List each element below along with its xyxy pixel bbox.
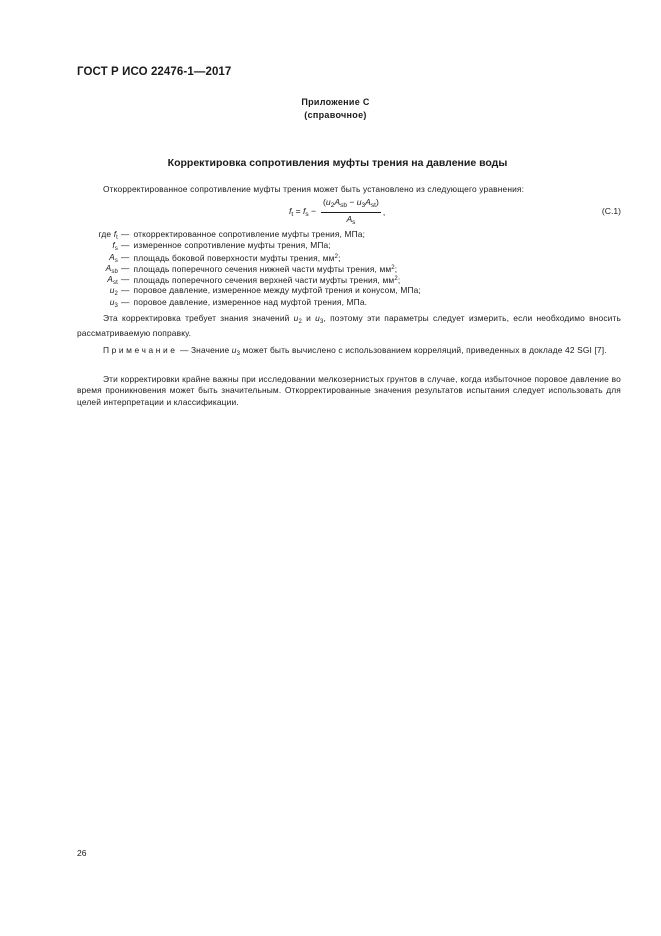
standard-code-header: ГОСТ Р ИСО 22476-1—2017 <box>77 66 232 78</box>
definition-item: $A_{st}$ — площадь поперечного сечения верхней части муфты трения, $мм^2$; <box>107 274 401 287</box>
section-title: Корректировка сопротивления муфты трения на давление воды <box>167 157 508 169</box>
annex-title: Приложение С <box>301 97 370 107</box>
page-number: 26 <box>77 848 87 858</box>
definitions-list <box>77 229 421 308</box>
equation-c1 <box>77 198 621 228</box>
formula-lhs: $f_t = f_s$ − <box>289 206 317 218</box>
note-paragraph: Примечание — Значение $u_3$ может быть вычислено с использованием корреляций, приведенных в докладе 42 SGI [7]. <box>103 345 607 357</box>
definition-item: $A_{sb}$ — площадь поперечного сечения нижней части муфты трения, $мм^2$; <box>105 262 398 275</box>
annex-type: (справочное) <box>304 110 367 120</box>
formula-numerator: $(u_2A_{sb} - u_3A_{st})$ <box>321 197 381 213</box>
equation-number: (С.1) <box>601 206 621 216</box>
formula-fraction <box>321 197 381 228</box>
definition-item: $f_s$ — измеренное сопротивление муфты трения, МПа; <box>112 240 331 253</box>
note-label: Примечание <box>103 345 178 355</box>
definition-item: $A_s$ — площадь боковой поверхности муфты трения, $мм^2$; <box>109 251 341 264</box>
paragraph-correction-requirements: Эта корректировка требует знания значений $u_2$ и $u_3$, поэтому эти параметры следует измерить, если необходимо вносить рассматриваемую поправку. <box>77 313 621 339</box>
paragraph-importance: Эти корректировки крайне важны при исследовании мелкозернистых грунтов в случае, когда избыточное поровое давление во время проникновения может быть значительным. Откорректированные значения результатов испытания следует использовать для целей интерпретации и классификации. <box>77 374 621 407</box>
definition-item: $u_2$ — поровое давление, измеренное между муфтой трения и конусом, МПа; <box>109 285 421 298</box>
annex-heading <box>0 96 661 122</box>
intro-paragraph: Откорректированное сопротивление муфты трения может быть установлено из следующего уравнения: <box>103 184 525 194</box>
formula-denominator: $A_s$ <box>346 213 356 226</box>
formula: $f_t = f_s$ − $\frac{(u_2A_{sb} - u_3A_{st})}{A_s}$ , <box>289 196 386 226</box>
definition-item: $u_3$ — поровое давление, измеренное над муфтой трения, МПа. <box>109 296 368 309</box>
definition-item: где $f_t$ — откорректированное сопротивление муфты трения, МПа; <box>98 229 366 241</box>
